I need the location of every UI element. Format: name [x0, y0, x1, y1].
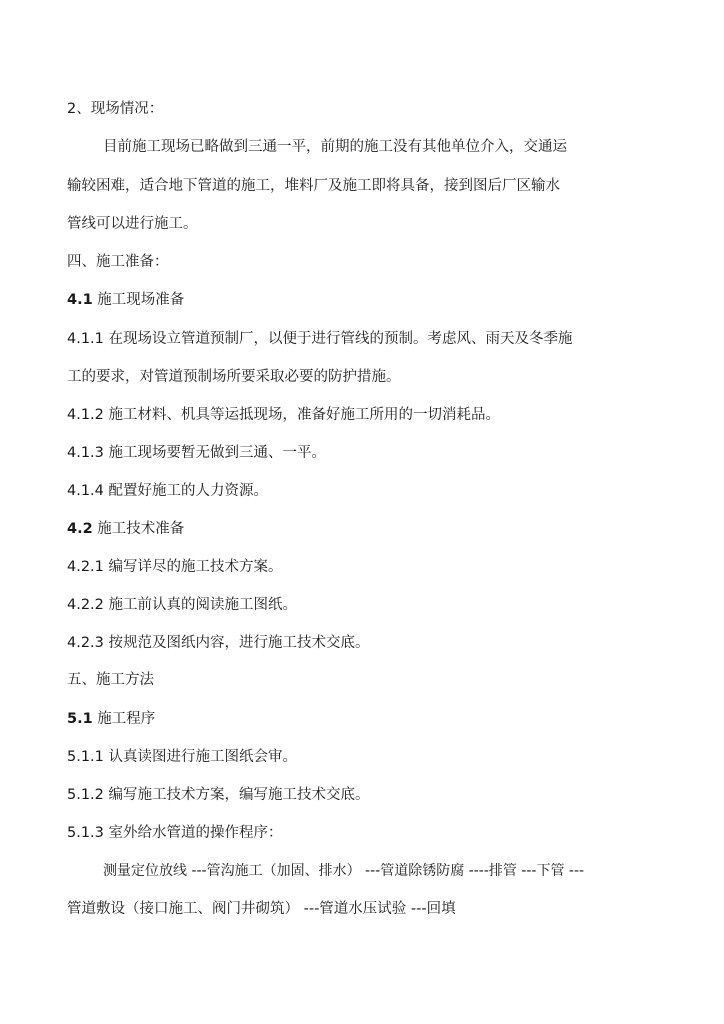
subsection-heading-4-1: 4.1 施工现场准备 — [67, 292, 185, 308]
paragraph-line: 管线可以进行施工。 — [67, 216, 198, 232]
paragraph-line: 工的要求，对管道预制场所要采取必要的防护措施。 — [67, 369, 401, 385]
paragraph-line: 输较困难，适合地下管道的施工，堆料厂及施工即将具备，接到图后厂区输水 — [67, 178, 560, 194]
list-item-5-1-1: 5.1.1 认真读图进行施工图纸会审。 — [67, 749, 298, 765]
subsection-heading-4-2: 4.2 施工技术准备 — [67, 521, 185, 537]
list-item-4-1-1: 4.1.1 在现场设立管道预制厂，以便于进行管线的预制。考虑风、雨天及冬季施 — [67, 331, 573, 347]
list-item-4-1-4: 4.1.4 配置好施工的人力资源。 — [67, 483, 269, 499]
paragraph-line: 目前施工现场已略做到三通一平，前期的施工没有其他单位介入，交通运 — [103, 139, 567, 155]
section-heading-preparation: 四、施工准备： — [67, 254, 169, 270]
list-item-4-2-3: 4.2.3 按规范及图纸内容，进行施工技术交底。 — [67, 635, 370, 651]
subsection-number: 5.1 — [67, 711, 93, 727]
list-item-5-1-2: 5.1.2 编写施工技术方案，编写施工技术交底。 — [67, 787, 370, 803]
list-item-5-1-3: 5.1.3 室外给水管道的操作程序： — [67, 825, 283, 841]
list-item-4-2-2: 4.2.2 施工前认真的阅读施工图纸。 — [67, 597, 298, 613]
subsection-heading-5-1: 5.1 施工程序 — [67, 711, 156, 727]
section-heading-methods: 五、施工方法 — [67, 672, 154, 688]
list-item-4-2-1: 4.2.1 编写详尽的施工技术方案。 — [67, 559, 283, 575]
list-item-4-1-2: 4.1.2 施工材料、机具等运抵现场，准备好施工所用的一切消耗品。 — [67, 407, 501, 423]
list-item-4-1-3: 4.1.3 施工现场要暂无做到三通、一平。 — [67, 445, 327, 461]
section-heading-site-conditions: 2、现场情况： — [67, 101, 164, 117]
procedure-line: 测量定位放线 ---管沟施工（加固、排水） ---管道除锈防腐 ----排管 ---下管 --- — [103, 863, 585, 879]
subsection-number: 4.2 — [67, 521, 93, 537]
procedure-line: 管道敷设（接口施工、阀门井砌筑） ---管道水压试验 ---回填 — [67, 901, 456, 917]
subsection-number: 4.1 — [67, 292, 93, 308]
